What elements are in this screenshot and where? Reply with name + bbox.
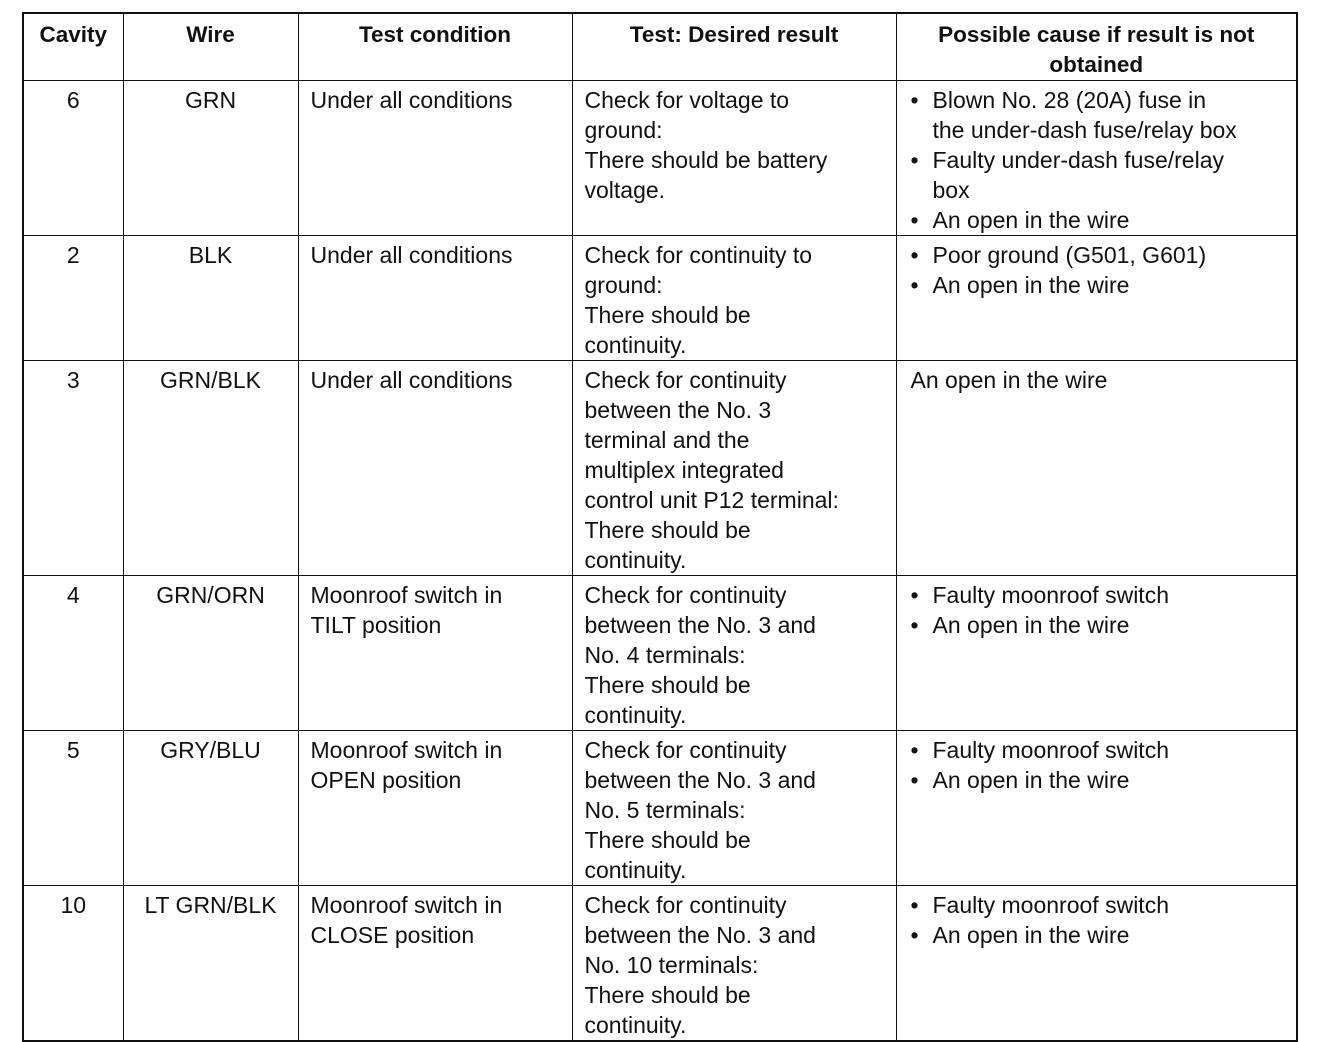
cause-list [911,890,1289,950]
cell-wire: GRN [123,81,298,236]
cause-line: • An open in the wire [932,922,1130,948]
header-possible-cause [896,13,1297,81]
cell-test-condition [298,361,572,576]
cause-bullet-item [911,85,1289,145]
result-line: continuity. [584,332,687,358]
cell-cavity: 2 [23,236,123,361]
result-line: Check for continuity [584,737,787,763]
cell-desired-result [572,361,896,576]
cause-bullet-item [911,145,1289,205]
cell-possible-cause [896,236,1297,361]
cell-test-condition [298,576,572,731]
result-line: Check for continuity to [584,242,813,268]
cell-test-condition [298,236,572,361]
result-line: No. 10 terminals: [584,952,759,978]
cell-desired-result [572,731,896,886]
moonroof-switch-test-table-sheet [22,12,1298,1042]
cause-list [911,85,1289,235]
header-row [23,13,1297,81]
test-table [22,12,1298,1042]
cell-desired-result [572,236,896,361]
cause-bullet-item [911,205,1289,235]
result-line: ground: [584,117,663,143]
result-line: Check for continuity [584,582,787,608]
cause-bullet-item [911,765,1289,795]
result-line: continuity. [584,547,687,573]
cell-desired-result [572,886,896,1042]
cell-possible-cause [896,361,1297,576]
header-possible-cause-line: obtained [1049,52,1144,77]
cause-line: • An open in the wire [932,767,1130,793]
cause-line: • An open in the wire [932,272,1130,298]
result-line: continuity. [584,702,687,728]
condition-line: OPEN position [310,767,462,793]
cause-bullet-item [911,580,1289,610]
result-line: No. 4 terminals: [584,642,746,668]
cause-bullet-item [911,240,1289,270]
cell-possible-cause [896,576,1297,731]
result-line: There should be battery [584,147,828,173]
result-line: continuity. [584,1012,687,1038]
result-line: Check for voltage to [584,87,790,113]
cause-line: • An open in the wire [932,207,1130,233]
table-row [23,361,1297,576]
cell-wire: BLK [123,236,298,361]
cell-possible-cause [896,886,1297,1042]
cell-test-condition [298,81,572,236]
table-row [23,576,1297,731]
cause-list [911,735,1289,795]
cell-cavity: 10 [23,886,123,1042]
cause-bullet-item [911,735,1289,765]
cause-line: • Faulty moonroof switch [932,737,1169,763]
cause-line: • Faulty moonroof switch [932,582,1169,608]
result-line: terminal and the [584,427,750,453]
cause-line: • Blown No. 28 (20A) fuse in [932,87,1207,113]
cause-line: • Faulty moonroof switch [932,892,1169,918]
condition-line: CLOSE position [310,922,475,948]
cell-cavity: 5 [23,731,123,886]
header-desired-result: Test: Desired result [572,13,896,81]
cause-line: An open in the wire [910,367,1108,393]
table-row [23,731,1297,886]
cell-cavity: 4 [23,576,123,731]
cause-list [911,240,1289,300]
cell-test-condition [298,886,572,1042]
cell-possible-cause [896,731,1297,886]
cause-line: • Poor ground (G501, G601) [932,242,1207,268]
condition-line: Moonroof switch in [310,737,503,763]
cell-desired-result [572,576,896,731]
cell-cavity: 6 [23,81,123,236]
result-line: There should be [584,672,751,698]
cause-line: • Faulty under-dash fuse/relay [932,147,1224,173]
header-cavity: Cavity [23,13,123,81]
result-line: continuity. [584,857,687,883]
header-test-condition: Test condition [298,13,572,81]
cell-wire: GRN/ORN [123,576,298,731]
result-line: There should be [584,517,751,543]
cause-bullet-item [911,610,1289,640]
header-possible-cause-line: Possible cause if result is not [938,22,1255,47]
cause-bullet-item [911,890,1289,920]
result-line: between the No. 3 and [584,922,816,948]
result-line: between the No. 3 [584,397,772,423]
cell-cavity: 3 [23,361,123,576]
result-line: There should be [584,302,751,328]
header-wire: Wire [123,13,298,81]
cell-desired-result [572,81,896,236]
result-line: There should be [584,827,751,853]
table-row [23,81,1297,236]
table-row [23,236,1297,361]
condition-line: Under all conditions [310,242,513,268]
result-line: control unit P12 terminal: [584,487,839,513]
cell-possible-cause [896,81,1297,236]
condition-line: TILT position [310,612,442,638]
cause-bullet-item [911,270,1289,300]
condition-line: Moonroof switch in [310,582,503,608]
table-header [23,13,1297,81]
cell-wire: GRY/BLU [123,731,298,886]
cell-wire: LT GRN/BLK [123,886,298,1042]
result-line: No. 5 terminals: [584,797,746,823]
result-line: Check for continuity [584,367,787,393]
cause-bullet-item [911,920,1289,950]
result-line: between the No. 3 and [584,767,816,793]
condition-line: Under all conditions [310,87,513,113]
result-line: ground: [584,272,663,298]
cause-line: the under-dash fuse/relay box [932,117,1237,143]
cause-line: box [932,177,970,203]
result-line: voltage. [584,177,666,203]
table-row [23,886,1297,1042]
cause-line: • An open in the wire [932,612,1130,638]
result-line: between the No. 3 and [584,612,816,638]
cell-test-condition [298,731,572,886]
cause-list [911,580,1289,640]
result-line: multiplex integrated [584,457,784,483]
result-line: There should be [584,982,751,1008]
cell-wire: GRN/BLK [123,361,298,576]
condition-line: Under all conditions [310,367,513,393]
result-line: Check for continuity [584,892,787,918]
condition-line: Moonroof switch in [310,892,503,918]
table-body [23,81,1297,1042]
